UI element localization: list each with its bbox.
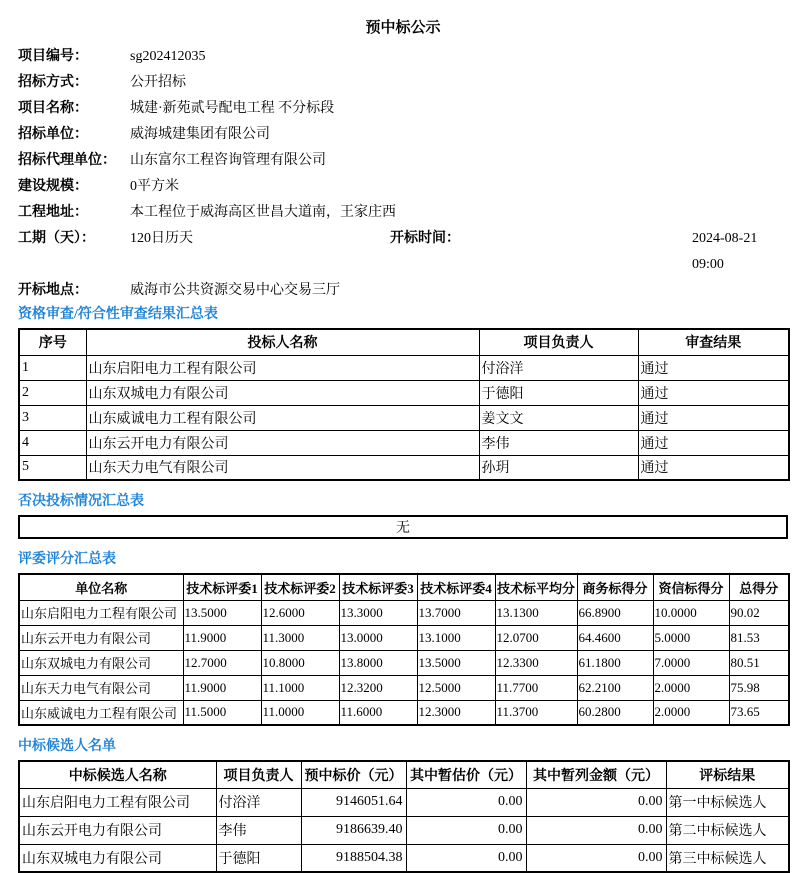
table-cell: 姜文文 xyxy=(479,405,638,430)
column-header: 项目负责人 xyxy=(479,329,638,355)
table-cell: 2.0000 xyxy=(653,675,729,700)
candidates-header-row xyxy=(19,761,789,788)
table-cell: 13.7000 xyxy=(417,600,495,625)
table-cell: 13.0000 xyxy=(339,625,417,650)
table-cell: 9146051.64 xyxy=(301,788,406,816)
field-label-project-name: 项目名称： xyxy=(18,101,88,116)
field-label-bid-method: 招标方式： xyxy=(18,75,88,90)
column-header: 项目负责人 xyxy=(216,761,301,788)
table-cell: 10.8000 xyxy=(261,650,339,675)
column-header: 单位名称 xyxy=(19,574,183,600)
table-cell: 通过 xyxy=(638,380,789,405)
table-row xyxy=(19,516,787,538)
table-cell: 付浴洋 xyxy=(479,355,638,380)
table-cell: 12.3200 xyxy=(339,675,417,700)
table-cell: 81.53 xyxy=(729,625,789,650)
table-cell: 11.9000 xyxy=(183,675,261,700)
table-cell: 11.6000 xyxy=(339,700,417,725)
table-cell: 山东启阳电力工程有限公司 xyxy=(19,788,216,816)
column-header: 审查结果 xyxy=(638,329,789,355)
table-row xyxy=(19,675,789,700)
table-cell: 13.8000 xyxy=(339,650,417,675)
field-row-tenderer xyxy=(18,122,788,148)
field-row-project-no xyxy=(18,44,788,70)
field-row-project-name xyxy=(18,96,788,122)
field-row-bid-method xyxy=(18,70,788,96)
scores-table xyxy=(18,573,790,726)
table-cell: 山东云开电力有限公司 xyxy=(19,625,183,650)
table-cell: 11.3700 xyxy=(495,700,577,725)
field-label-duration: 工期（天）： xyxy=(18,231,95,246)
column-header: 总得分 xyxy=(729,574,789,600)
column-header: 技术标评委2 xyxy=(261,574,339,600)
table-cell: 1 xyxy=(19,355,86,380)
field-value-duration: 120日历天 xyxy=(130,231,193,246)
table-cell: 第一中标候选人 xyxy=(666,788,789,816)
table-cell: 7.0000 xyxy=(653,650,729,675)
table-row xyxy=(19,405,789,430)
table-cell: 11.7700 xyxy=(495,675,577,700)
table-row xyxy=(19,700,789,725)
column-header: 其中暂列金额（元） xyxy=(526,761,666,788)
field-value-project-name: 城建·新苑贰号配电工程 不分标段 xyxy=(130,101,335,116)
table-cell: 66.8900 xyxy=(577,600,653,625)
table-cell: 9186639.40 xyxy=(301,816,406,844)
table-cell: 73.65 xyxy=(729,700,789,725)
table-cell: 12.0700 xyxy=(495,625,577,650)
section-heading-rejection: 否决投标情况汇总表 xyxy=(18,494,144,509)
info-fields xyxy=(18,44,788,304)
table-cell: 通过 xyxy=(638,455,789,480)
table-cell: 第二中标候选人 xyxy=(666,816,789,844)
open-time-clock: 09:00 xyxy=(692,257,724,272)
table-cell: 11.9000 xyxy=(183,625,261,650)
rejection-content-cell: 无 xyxy=(19,516,787,538)
table-row xyxy=(19,625,789,650)
table-cell: 75.98 xyxy=(729,675,789,700)
table-cell: 62.2100 xyxy=(577,675,653,700)
table-cell: 10.0000 xyxy=(653,600,729,625)
column-header: 投标人名称 xyxy=(86,329,479,355)
table-cell: 11.1000 xyxy=(261,675,339,700)
table-row xyxy=(19,844,789,872)
table-cell: 60.2800 xyxy=(577,700,653,725)
open-time-date: 2024-08-21 xyxy=(692,231,758,246)
table-cell: 2 xyxy=(19,380,86,405)
table-cell: 0.00 xyxy=(406,788,526,816)
column-header: 技术标平均分 xyxy=(495,574,577,600)
field-value-open-place: 威海市公共资源交易中心交易三厅 xyxy=(130,283,340,298)
table-row xyxy=(19,355,789,380)
table-cell: 第三中标候选人 xyxy=(666,844,789,872)
table-cell: 山东威诚电力工程有限公司 xyxy=(19,700,183,725)
field-value-address: 本工程位于威海高区世昌大道南，王家庄西 xyxy=(130,205,396,220)
table-cell: 11.3000 xyxy=(261,625,339,650)
field-label-address: 工程地址： xyxy=(18,205,88,220)
table-cell: 0.00 xyxy=(526,844,666,872)
table-cell: 12.7000 xyxy=(183,650,261,675)
table-cell: 3 xyxy=(19,405,86,430)
table-cell: 12.3000 xyxy=(417,700,495,725)
table-row xyxy=(19,816,789,844)
column-header: 技术标评委3 xyxy=(339,574,417,600)
field-row-address xyxy=(18,200,788,226)
table-cell: 11.5000 xyxy=(183,700,261,725)
qualification-table xyxy=(18,328,790,481)
table-cell: 13.1300 xyxy=(495,600,577,625)
column-header: 技术标评委4 xyxy=(417,574,495,600)
table-cell: 9188504.38 xyxy=(301,844,406,872)
table-cell: 12.5000 xyxy=(417,675,495,700)
column-header: 技术标评委1 xyxy=(183,574,261,600)
table-cell: 13.3000 xyxy=(339,600,417,625)
column-header: 商务标得分 xyxy=(577,574,653,600)
table-cell: 李伟 xyxy=(216,816,301,844)
table-cell: 付浴洋 xyxy=(216,788,301,816)
table-cell: 山东双城电力有限公司 xyxy=(19,844,216,872)
table-cell: 李伟 xyxy=(479,430,638,455)
field-value-scale: 0平方米 xyxy=(130,179,179,194)
table-cell: 通过 xyxy=(638,355,789,380)
table-cell: 孙玥 xyxy=(479,455,638,480)
column-header: 评标结果 xyxy=(666,761,789,788)
table-cell: 0.00 xyxy=(406,844,526,872)
page-title: 预中标公示 xyxy=(365,20,441,36)
table-cell: 于德阳 xyxy=(216,844,301,872)
table-cell: 0.00 xyxy=(526,816,666,844)
rejection-table xyxy=(18,515,788,539)
table-cell: 0.00 xyxy=(406,816,526,844)
table-cell: 11.0000 xyxy=(261,700,339,725)
field-label-agency: 招标代理单位： xyxy=(18,153,116,168)
field-row-agency xyxy=(18,148,788,174)
candidates-table xyxy=(18,760,790,873)
table-cell: 2.0000 xyxy=(653,700,729,725)
table-cell: 5.0000 xyxy=(653,625,729,650)
table-cell: 61.1800 xyxy=(577,650,653,675)
table-cell: 于德阳 xyxy=(479,380,638,405)
table-cell: 13.5000 xyxy=(417,650,495,675)
field-value-agency: 山东富尔工程咨询管理有限公司 xyxy=(130,153,326,168)
table-cell: 山东双城电力有限公司 xyxy=(19,650,183,675)
table-cell: 山东云开电力有限公司 xyxy=(19,816,216,844)
field-label-project-no: 项目编号： xyxy=(18,49,88,64)
table-cell: 90.02 xyxy=(729,600,789,625)
table-cell: 通过 xyxy=(638,405,789,430)
table-cell: 64.4600 xyxy=(577,625,653,650)
table-row xyxy=(19,600,789,625)
table-cell: 13.5000 xyxy=(183,600,261,625)
field-value-tenderer: 威海城建集团有限公司 xyxy=(130,127,270,142)
table-cell: 12.3300 xyxy=(495,650,577,675)
table-cell: 4 xyxy=(19,430,86,455)
table-cell: 山东天力电气有限公司 xyxy=(19,675,183,700)
column-header: 资信标得分 xyxy=(653,574,729,600)
field-value-bid-method: 公开招标 xyxy=(130,75,186,90)
table-cell: 山东启阳电力工程有限公司 xyxy=(86,355,479,380)
qualification-header-row xyxy=(19,329,789,355)
column-header: 其中暂估价（元） xyxy=(406,761,526,788)
table-cell: 12.6000 xyxy=(261,600,339,625)
field-label-scale: 建设规模： xyxy=(18,179,88,194)
scores-header-row xyxy=(19,574,789,600)
field-row-open-place xyxy=(18,278,788,304)
section-heading-qualification: 资格审查/符合性审查结果汇总表 xyxy=(18,307,218,322)
table-cell: 山东启阳电力工程有限公司 xyxy=(19,600,183,625)
table-cell: 山东威诚电力工程有限公司 xyxy=(86,405,479,430)
field-value-open-time xyxy=(692,226,788,278)
column-header: 预中标价（元） xyxy=(301,761,406,788)
table-row xyxy=(19,430,789,455)
table-row xyxy=(19,380,789,405)
field-label-tenderer: 招标单位： xyxy=(18,127,88,142)
section-heading-candidates: 中标候选人名单 xyxy=(18,739,116,754)
table-cell: 0.00 xyxy=(526,788,666,816)
table-cell: 13.1000 xyxy=(417,625,495,650)
table-cell: 5 xyxy=(19,455,86,480)
field-row-duration-opentime xyxy=(18,226,788,278)
table-row xyxy=(19,650,789,675)
table-cell: 山东云开电力有限公司 xyxy=(86,430,479,455)
table-row xyxy=(19,788,789,816)
table-row xyxy=(19,455,789,480)
table-cell: 山东天力电气有限公司 xyxy=(86,455,479,480)
field-label-open-place: 开标地点： xyxy=(18,283,88,298)
field-row-scale xyxy=(18,174,788,200)
column-header: 中标候选人名称 xyxy=(19,761,216,788)
table-cell: 通过 xyxy=(638,430,789,455)
field-value-project-no: sg202412035 xyxy=(130,49,206,64)
table-cell: 山东双城电力有限公司 xyxy=(86,380,479,405)
table-cell: 80.51 xyxy=(729,650,789,675)
field-label-open-time: 开标时间： xyxy=(390,231,460,246)
section-heading-scores: 评委评分汇总表 xyxy=(18,552,116,567)
column-header: 序号 xyxy=(19,329,86,355)
